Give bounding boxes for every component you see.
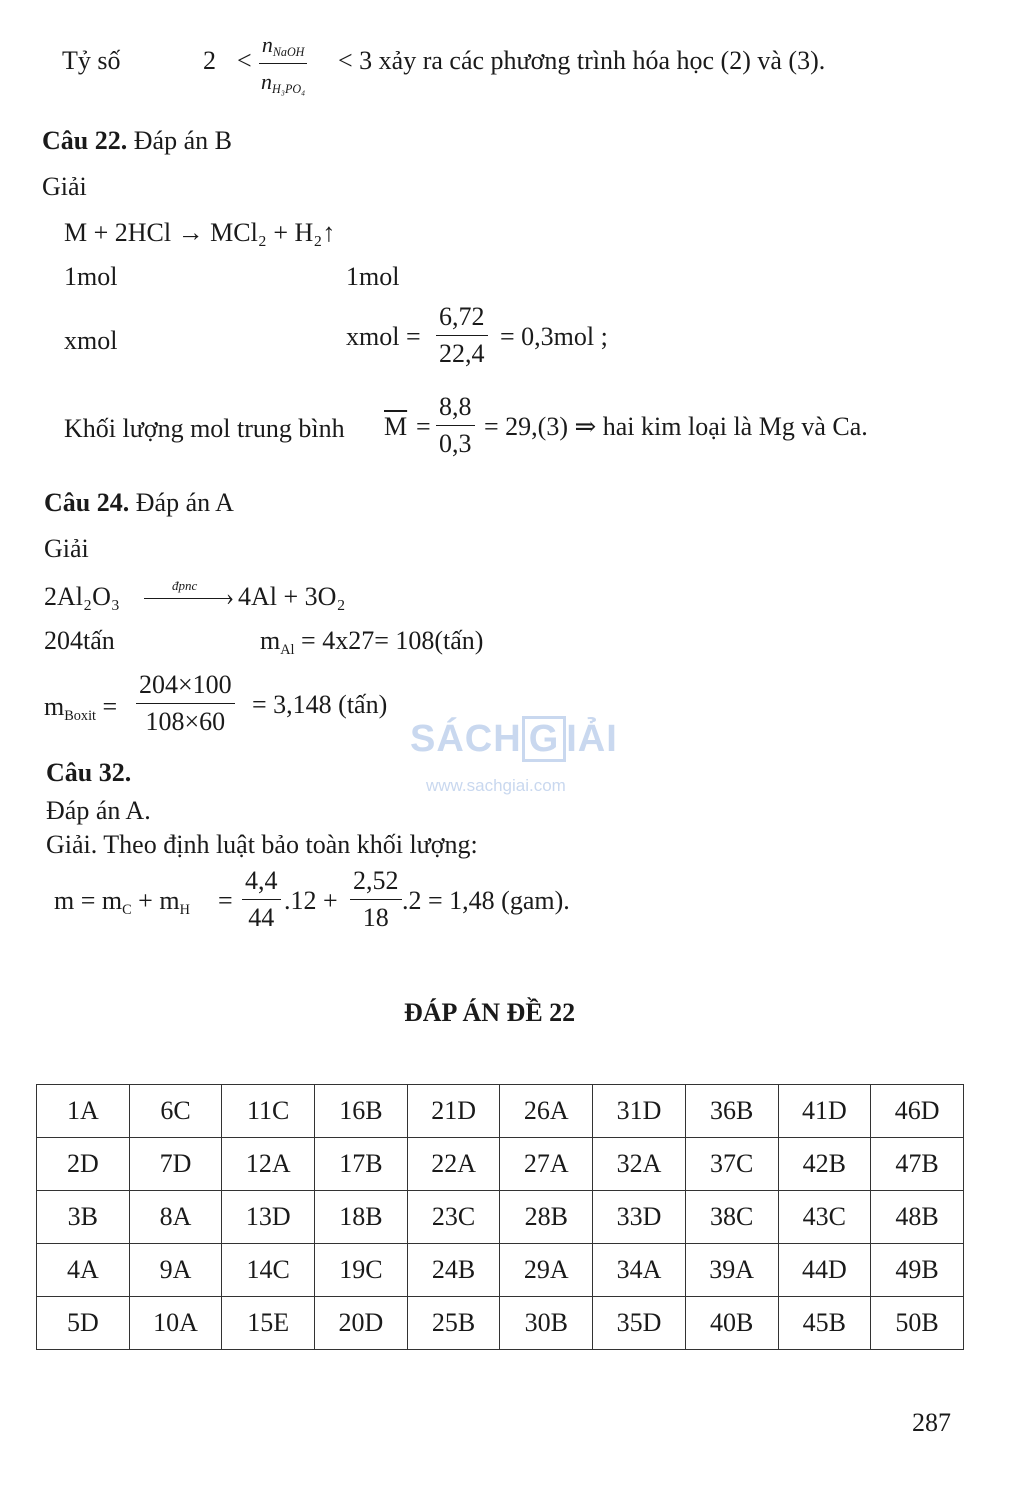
q22-mol-denominator: 22,4 <box>439 339 485 368</box>
table-row <box>37 1085 964 1138</box>
answer-cell: 48B <box>871 1191 964 1244</box>
answer-cell: 16B <box>315 1085 408 1138</box>
answer-cell: 9A <box>129 1244 222 1297</box>
ratio-less-than: < <box>237 46 252 75</box>
q32-carbon-denominator: 44 <box>248 903 275 932</box>
answer-cell: 29A <box>500 1244 593 1297</box>
answer-cell: 19C <box>315 1244 408 1297</box>
q22-mol-result: = 0,3mol ; <box>500 322 608 351</box>
q22-avg-denominator: 0,3 <box>439 429 472 458</box>
q24-reaction-arrow <box>144 598 230 599</box>
answer-cell: 50B <box>871 1297 964 1350</box>
answer-cell: 37C <box>685 1138 778 1191</box>
q32-result: .2 = 1,48 (gam). <box>402 886 570 915</box>
answer-cell: 6C <box>129 1085 222 1138</box>
answer-cell: 25B <box>407 1297 500 1350</box>
ratio-numerator: $n_{NaOH}$ <box>259 30 308 64</box>
answer-cell: 7D <box>129 1138 222 1191</box>
q32-mass-lhs: $m = m_C + m_H$ <box>54 886 190 918</box>
ratio-rest-text: < 3 xảy ra các phương trình hóa học (2) và (3). <box>338 46 826 75</box>
answer-table <box>36 1084 964 1350</box>
answer-cell: 44D <box>778 1244 871 1297</box>
q24-mass-right: $m_{Al} = 4x27=$ 108(tấn) <box>260 626 484 658</box>
q24-arrow-condition: đpnc <box>172 578 198 593</box>
q22-mol2-right: xmol = <box>346 322 421 351</box>
answer-cell: 36B <box>685 1085 778 1138</box>
answer-cell: 33D <box>593 1191 686 1244</box>
q24-boxit-result: = 3,148 (tấn) <box>252 690 388 719</box>
q22-mol-numerator: 6,72 <box>436 302 488 336</box>
table-row <box>37 1297 964 1350</box>
q22-avg-fraction <box>436 392 475 459</box>
q32-answer: Đáp án A. <box>46 796 151 825</box>
watermark-url: www.sachgiai.com <box>426 776 566 795</box>
q22-avg-symbol: $\overline{M}$ <box>384 412 408 441</box>
answer-cell: 40B <box>685 1297 778 1350</box>
answer-cell: 30B <box>500 1297 593 1350</box>
answer-cell: 38C <box>685 1191 778 1244</box>
answer-cell: 4A <box>37 1244 130 1297</box>
answer-cell: 18B <box>315 1191 408 1244</box>
q22-mol1-left: 1mol <box>64 262 118 291</box>
q22-mol1-right: 1mol <box>346 262 400 291</box>
answer-cell: 43C <box>778 1191 871 1244</box>
answer-cell: 42B <box>778 1138 871 1191</box>
answer-cell: 17B <box>315 1138 408 1191</box>
answer-cell: 28B <box>500 1191 593 1244</box>
q24-boxit-fraction <box>136 670 235 737</box>
ratio-left-value: 2 <box>203 46 216 75</box>
answer-cell: 23C <box>407 1191 500 1244</box>
q32-equals: = <box>218 886 233 915</box>
table-row <box>37 1191 964 1244</box>
answer-cell: 15E <box>222 1297 315 1350</box>
answer-cell: 21D <box>407 1085 500 1138</box>
q24-boxit-label: $m_{Boxit}$ = <box>44 692 118 724</box>
answer-cell: 27A <box>500 1138 593 1191</box>
q22-avg-equals: = <box>416 412 431 441</box>
answer-cell: 22A <box>407 1138 500 1191</box>
q22-mol-fraction <box>436 302 488 369</box>
answer-cell: 34A <box>593 1244 686 1297</box>
q24-reactant: 2Al₂O₃ <box>44 582 120 611</box>
answer-cell: 35D <box>593 1297 686 1350</box>
answer-cell: 2D <box>37 1138 130 1191</box>
answer-cell: 14C <box>222 1244 315 1297</box>
q32-fraction-carbon <box>242 866 281 933</box>
q22-avg-numerator: 8,8 <box>436 392 475 426</box>
answer-cell: 3B <box>37 1191 130 1244</box>
answer-cell: 8A <box>129 1191 222 1244</box>
table-row <box>37 1138 964 1191</box>
answer-cell: 45B <box>778 1297 871 1350</box>
q32-heading: Câu 32. <box>46 758 132 787</box>
q32-solve-text: Giải. Theo định luật bảo toàn khối lượng: <box>46 830 478 859</box>
answers-title: ĐÁP ÁN ĐỀ 22 <box>404 998 576 1027</box>
answer-cell: 41D <box>778 1085 871 1138</box>
q24-products: 4Al + 3O₂ <box>238 582 346 611</box>
answer-cell: 49B <box>871 1244 964 1297</box>
answer-cell: 26A <box>500 1085 593 1138</box>
answer-cell: 47B <box>871 1138 964 1191</box>
answer-cell: 24B <box>407 1244 500 1297</box>
q32-carbon-multiplier: .12 + <box>284 886 338 915</box>
answer-cell: 11C <box>222 1085 315 1138</box>
answer-cell: 20D <box>315 1297 408 1350</box>
q22-avg-label: Khối lượng mol trung bình <box>64 414 345 443</box>
page-number: 287 <box>912 1408 951 1437</box>
q22-avg-result: = 29,(3) ⇒ hai kim loại là Mg và Ca. <box>484 412 868 441</box>
answer-cell: 46D <box>871 1085 964 1138</box>
answer-cell: 10A <box>129 1297 222 1350</box>
watermark-logo: SÁCH G IẢI <box>410 718 618 760</box>
answer-cell: 39A <box>685 1244 778 1297</box>
answer-cell: 5D <box>37 1297 130 1350</box>
answer-cell: 31D <box>593 1085 686 1138</box>
q32-hydrogen-numerator: 2,52 <box>350 866 402 900</box>
answer-cell: 12A <box>222 1138 315 1191</box>
q24-boxit-denominator: 108×60 <box>145 707 226 736</box>
q22-heading: Câu 22. Đáp án B <box>42 126 232 155</box>
q24-heading: Câu 24. Đáp án A <box>44 488 234 517</box>
ratio-label: Tỷ số <box>62 46 121 75</box>
q22-mol2-left: xmol <box>64 326 118 355</box>
arrow-right-icon: › <box>226 585 234 611</box>
q24-mass-left: 204tấn <box>44 626 115 655</box>
ratio-fraction <box>258 30 308 97</box>
q32-hydrogen-denominator: 18 <box>362 903 389 932</box>
q24-solve-label: Giải <box>44 534 89 563</box>
q32-carbon-numerator: 4,4 <box>242 866 281 900</box>
answer-cell: 32A <box>593 1138 686 1191</box>
q24-boxit-numerator: 204×100 <box>136 670 235 704</box>
ratio-denominator: $n_{H_3PO_4}$ <box>261 69 306 97</box>
table-row <box>37 1244 964 1297</box>
q32-fraction-hydrogen <box>350 866 402 933</box>
answer-cell: 13D <box>222 1191 315 1244</box>
q22-solve-label: Giải <box>42 172 87 201</box>
answer-cell: 1A <box>37 1085 130 1138</box>
q22-equation: M + 2HCl → MCl₂ + H₂↑ <box>64 218 336 247</box>
